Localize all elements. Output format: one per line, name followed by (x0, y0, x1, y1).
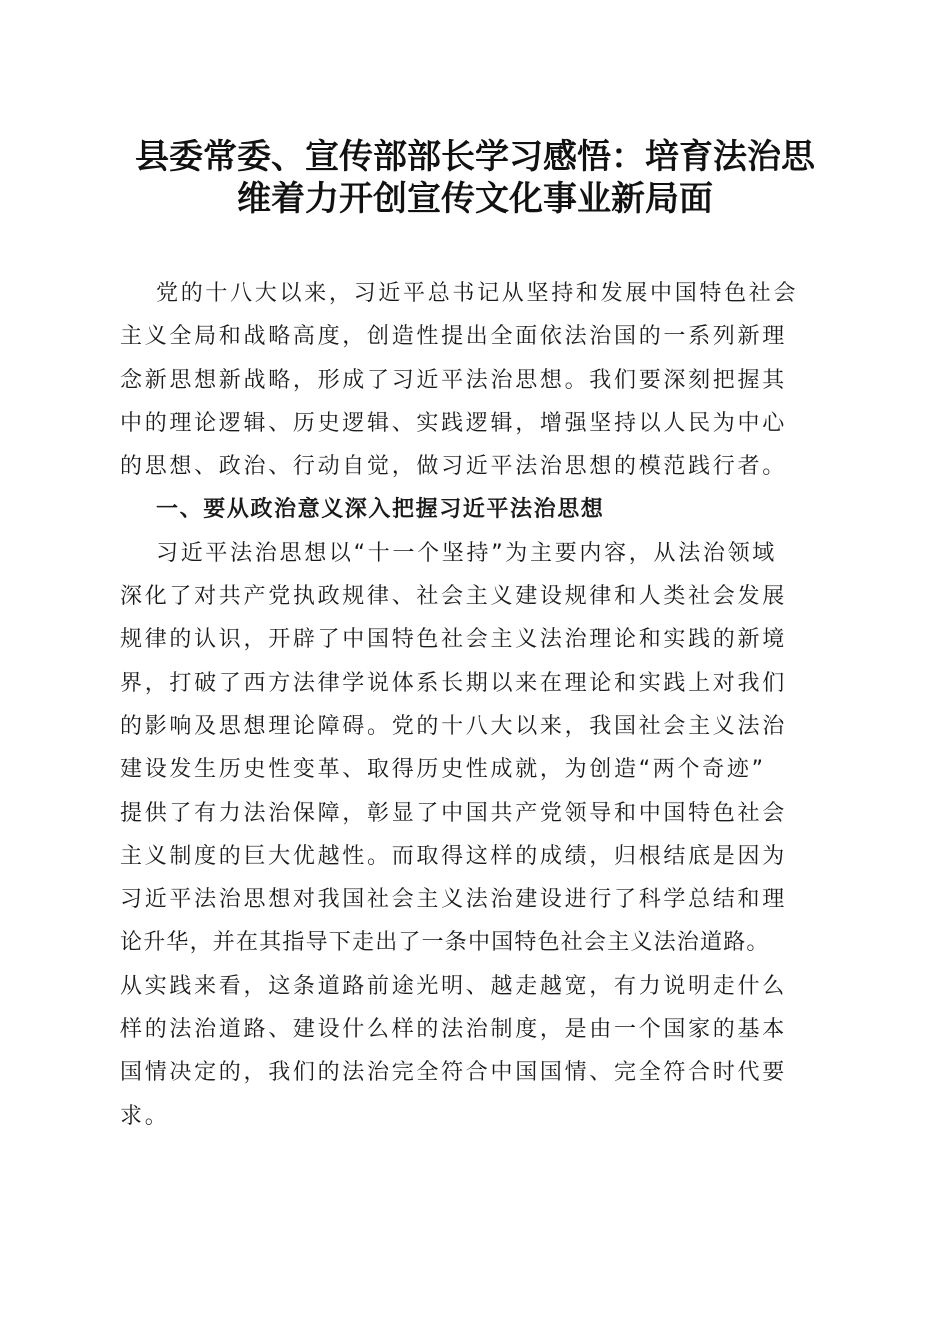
paragraph-section-one (120, 532, 838, 1138)
paragraph-line: 论升华，并在其指导下走出了一条中国特色社会主义法治道路。 (120, 930, 770, 956)
section-heading: 一、要从政治意义深入把握习近平法治思想 (156, 497, 605, 523)
paragraph-line: 从实践来看，这条道路前途光明、越走越宽，有力说明走什么 (120, 973, 787, 999)
document-title (100, 136, 850, 220)
paragraph-line: 主义制度的巨大优越性。而取得这样的成绩，归根结底是因为 (120, 843, 787, 869)
paragraph-line: 深化了对共产党执政规律、社会主义建设规律和人类社会发展 (120, 584, 787, 610)
paragraph-line: 念新思想新战略，形成了习近平法治思想。我们要深刻把握其 (120, 367, 787, 393)
paragraph-line: 习近平法治思想对我国社会主义法治建设进行了科学总结和理 (120, 887, 787, 913)
paragraph-line: 样的法治道路、建设什么样的法治制度，是由一个国家的基本 (120, 1017, 787, 1043)
paragraph-intro (120, 272, 838, 488)
paragraph-line: 主义全局和战略高度，创造性提出全面依法治国的一系列新理 (120, 324, 787, 350)
paragraph-line: 习近平法治思想以“十一个坚持”为主要内容，从法治领域 (156, 540, 777, 566)
title-line: 县委常委、宣传部部长学习感悟：培育法治思 (135, 137, 815, 177)
paragraph-line: 界，打破了西方法律学说体系长期以来在理论和实践上对我们 (120, 670, 787, 696)
title-line: 维着力开创宣传文化事业新局面 (237, 179, 713, 219)
document-body (120, 272, 838, 1138)
paragraph-line: 的影响及思想理论障碍。党的十八大以来，我国社会主义法治 (120, 713, 787, 739)
paragraph-line: 党的十八大以来，习近平总书记从坚持和发展中国特色社会 (156, 281, 799, 306)
paragraph-line: 建设发生历史性变革、取得历史性成就，为创造“两个奇迹” (120, 757, 766, 783)
paragraph-line: 国情决定的，我们的法治完全符合中国国情、完全符合时代要 (120, 1060, 787, 1086)
paragraph-line: 的思想、政治、行动自觉，做习近平法治思想的模范践行者。 (120, 454, 787, 480)
paragraph-line: 中的理论逻辑、历史逻辑、实践逻辑，增强坚持以人民为中心 (120, 410, 787, 436)
paragraph-line: 规律的认识，开辟了中国特色社会主义法治理论和实践的新境 (120, 627, 787, 653)
paragraph-line: 求。 (120, 1103, 170, 1129)
paragraph-line: 提供了有力法治保障，彰显了中国共产党领导和中国特色社会 (120, 800, 787, 826)
